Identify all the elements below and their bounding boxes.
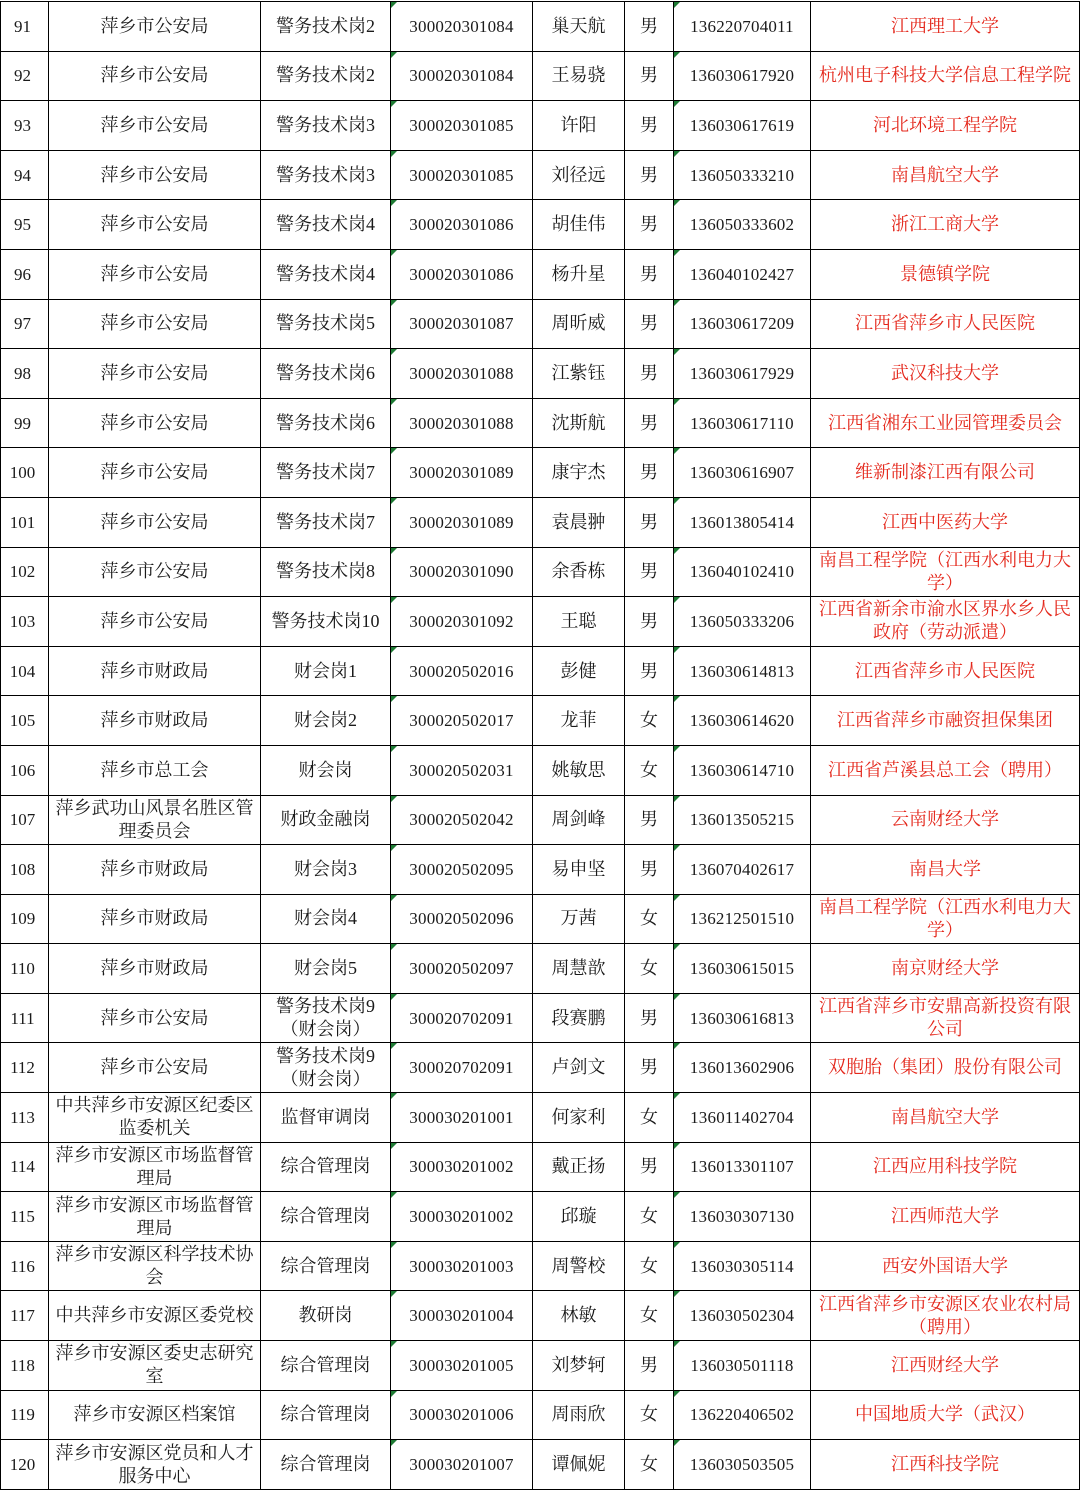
cell-name: 卢剑文	[533, 1043, 625, 1093]
cell-name: 周昕威	[533, 299, 625, 349]
cell-school: 双胞胎（集团）股份有限公司	[811, 1043, 1080, 1093]
cell-school: 西安外国语大学	[811, 1241, 1080, 1291]
cell-post-code: 300020301092	[391, 597, 533, 647]
cell-school: 江西省萍乡市人民医院	[811, 299, 1080, 349]
cell-seq: 113	[1, 1093, 49, 1143]
cell-unit: 萍乡武功山风景名胜区管理委员会	[49, 795, 261, 845]
cell-seq: 91	[1, 2, 49, 52]
cell-name: 余香栋	[533, 547, 625, 597]
cell-post: 财会岗1	[261, 646, 391, 696]
cell-gender: 男	[625, 51, 674, 101]
cell-name: 周慧歆	[533, 944, 625, 994]
table-row	[1, 349, 1080, 399]
cell-post-code: 300020502031	[391, 745, 533, 795]
cell-post-code: 300020502042	[391, 795, 533, 845]
cell-name: 周警校	[533, 1241, 625, 1291]
cell-school: 江西理工大学	[811, 2, 1080, 52]
cell-gender: 男	[625, 993, 674, 1043]
cell-exam-no: 136030307130	[674, 1192, 811, 1242]
cell-post: 警务技术岗9（财会岗）	[261, 993, 391, 1043]
cell-seq: 93	[1, 101, 49, 151]
cell-gender: 男	[625, 299, 674, 349]
cell-seq: 107	[1, 795, 49, 845]
cell-exam-no: 136011402704	[674, 1093, 811, 1143]
cell-seq: 116	[1, 1241, 49, 1291]
cell-post: 综合管理岗	[261, 1241, 391, 1291]
table-row	[1, 101, 1080, 151]
cell-name: 段赛鹏	[533, 993, 625, 1043]
cell-post: 警务技术岗8	[261, 547, 391, 597]
cell-name: 何家利	[533, 1093, 625, 1143]
cell-school: 江西省萍乡市安源区农业农村局（聘用）	[811, 1291, 1080, 1341]
cell-unit: 萍乡市公安局	[49, 349, 261, 399]
cell-gender: 男	[625, 795, 674, 845]
cell-unit: 萍乡市公安局	[49, 150, 261, 200]
cell-exam-no: 136220704011	[674, 2, 811, 52]
cell-unit: 萍乡市安源区党员和人才服务中心	[49, 1440, 261, 1490]
table-row	[1, 1142, 1080, 1192]
cell-exam-no: 136030305114	[674, 1241, 811, 1291]
cell-unit: 萍乡市公安局	[49, 249, 261, 299]
cell-gender: 男	[625, 150, 674, 200]
cell-post: 警务技术岗6	[261, 349, 391, 399]
cell-name: 许阳	[533, 101, 625, 151]
cell-gender: 男	[625, 200, 674, 250]
cell-gender: 男	[625, 497, 674, 547]
cell-post: 警务技术岗4	[261, 200, 391, 250]
cell-unit: 萍乡市公安局	[49, 200, 261, 250]
cell-post-code: 300030201004	[391, 1291, 533, 1341]
cell-unit: 萍乡市公安局	[49, 547, 261, 597]
cell-unit: 萍乡市公安局	[49, 101, 261, 151]
table-row	[1, 944, 1080, 994]
cell-post-code: 300020502016	[391, 646, 533, 696]
cell-unit: 萍乡市公安局	[49, 448, 261, 498]
cell-school: 江西财经大学	[811, 1341, 1080, 1391]
table-row	[1, 1390, 1080, 1440]
cell-post: 教研岗	[261, 1291, 391, 1341]
cell-school: 江西省萍乡市融资担保集团	[811, 696, 1080, 746]
cell-seq: 97	[1, 299, 49, 349]
cell-name: 龙菲	[533, 696, 625, 746]
cell-exam-no: 136030614813	[674, 646, 811, 696]
cell-exam-no: 136030616907	[674, 448, 811, 498]
cell-post-code: 300020301087	[391, 299, 533, 349]
cell-seq: 94	[1, 150, 49, 200]
cell-school: 江西省萍乡市安鼎高新投资有限公司	[811, 993, 1080, 1043]
cell-exam-no: 136030617619	[674, 101, 811, 151]
cell-post: 警务技术岗10	[261, 597, 391, 647]
cell-exam-no: 136030615015	[674, 944, 811, 994]
cell-exam-no: 136030617920	[674, 51, 811, 101]
cell-exam-no: 136030614710	[674, 745, 811, 795]
cell-school: 杭州电子科技大学信息工程学院	[811, 51, 1080, 101]
cell-gender: 女	[625, 1390, 674, 1440]
cell-seq: 111	[1, 993, 49, 1043]
table-row	[1, 1291, 1080, 1341]
cell-name: 王聪	[533, 597, 625, 647]
table-row	[1, 845, 1080, 895]
cell-exam-no: 136030616813	[674, 993, 811, 1043]
table-row	[1, 993, 1080, 1043]
table-row	[1, 646, 1080, 696]
cell-exam-no: 136070402617	[674, 845, 811, 895]
cell-post: 综合管理岗	[261, 1341, 391, 1391]
cell-gender: 男	[625, 845, 674, 895]
cell-seq: 118	[1, 1341, 49, 1391]
cell-gender: 男	[625, 398, 674, 448]
cell-gender: 男	[625, 1341, 674, 1391]
cell-post: 警务技术岗7	[261, 448, 391, 498]
cell-post-code: 300020502095	[391, 845, 533, 895]
cell-exam-no: 136030614620	[674, 696, 811, 746]
cell-post-code: 300020502096	[391, 894, 533, 944]
cell-unit: 萍乡市财政局	[49, 845, 261, 895]
table-row	[1, 2, 1080, 52]
cell-name: 谭佩妮	[533, 1440, 625, 1490]
table-row	[1, 497, 1080, 547]
cell-gender: 男	[625, 249, 674, 299]
cell-post: 财会岗2	[261, 696, 391, 746]
table-row	[1, 1241, 1080, 1291]
cell-school: 南昌工程学院（江西水利电力大学）	[811, 547, 1080, 597]
cell-gender: 女	[625, 696, 674, 746]
cell-post-code: 300030201002	[391, 1192, 533, 1242]
cell-name: 易申坚	[533, 845, 625, 895]
cell-unit: 萍乡市财政局	[49, 894, 261, 944]
cell-school: 江西中医药大学	[811, 497, 1080, 547]
cell-seq: 96	[1, 249, 49, 299]
cell-post-code: 300020502017	[391, 696, 533, 746]
cell-school: 维新制漆江西有限公司	[811, 448, 1080, 498]
table-row	[1, 795, 1080, 845]
cell-exam-no: 136013505215	[674, 795, 811, 845]
table-row	[1, 1093, 1080, 1143]
table-row	[1, 1341, 1080, 1391]
cell-gender: 男	[625, 597, 674, 647]
cell-seq: 112	[1, 1043, 49, 1093]
cell-exam-no: 136050333602	[674, 200, 811, 250]
cell-unit: 萍乡市公安局	[49, 2, 261, 52]
table-row	[1, 398, 1080, 448]
cell-post: 综合管理岗	[261, 1440, 391, 1490]
cell-name: 邱璇	[533, 1192, 625, 1242]
cell-unit: 萍乡市安源区市场监督管理局	[49, 1142, 261, 1192]
cell-post: 警务技术岗2	[261, 2, 391, 52]
cell-exam-no: 136030502304	[674, 1291, 811, 1341]
cell-post-code: 300020502097	[391, 944, 533, 994]
cell-name: 彭健	[533, 646, 625, 696]
cell-exam-no: 136040102427	[674, 249, 811, 299]
cell-post-code: 300020301085	[391, 101, 533, 151]
cell-gender: 女	[625, 1440, 674, 1490]
cell-school: 江西省芦溪县总工会（聘用）	[811, 745, 1080, 795]
cell-unit: 萍乡市安源区档案馆	[49, 1390, 261, 1440]
cell-post-code: 300020301089	[391, 448, 533, 498]
cell-post: 警务技术岗3	[261, 150, 391, 200]
cell-unit: 萍乡市公安局	[49, 398, 261, 448]
cell-unit: 萍乡市安源区市场监督管理局	[49, 1192, 261, 1242]
cell-school: 河北环境工程学院	[811, 101, 1080, 151]
cell-post: 警务技术岗9（财会岗）	[261, 1043, 391, 1093]
cell-exam-no: 136030617209	[674, 299, 811, 349]
candidate-table	[0, 1, 1080, 1490]
cell-name: 胡佳伟	[533, 200, 625, 250]
cell-post: 警务技术岗3	[261, 101, 391, 151]
cell-seq: 99	[1, 398, 49, 448]
cell-seq: 103	[1, 597, 49, 647]
cell-name: 沈斯航	[533, 398, 625, 448]
cell-post-code: 300030201001	[391, 1093, 533, 1143]
cell-school: 江西应用科技学院	[811, 1142, 1080, 1192]
cell-exam-no: 136050333206	[674, 597, 811, 647]
cell-school: 中国地质大学（武汉）	[811, 1390, 1080, 1440]
cell-seq: 109	[1, 894, 49, 944]
table-row	[1, 150, 1080, 200]
cell-unit: 萍乡市公安局	[49, 993, 261, 1043]
cell-post: 综合管理岗	[261, 1390, 391, 1440]
cell-post-code: 300030201007	[391, 1440, 533, 1490]
cell-name: 周剑峰	[533, 795, 625, 845]
cell-unit: 萍乡市公安局	[49, 299, 261, 349]
cell-seq: 106	[1, 745, 49, 795]
cell-gender: 男	[625, 101, 674, 151]
cell-post-code: 300030201003	[391, 1241, 533, 1291]
cell-exam-no: 136030503505	[674, 1440, 811, 1490]
cell-post: 综合管理岗	[261, 1142, 391, 1192]
cell-name: 王易骁	[533, 51, 625, 101]
cell-seq: 119	[1, 1390, 49, 1440]
cell-unit: 萍乡市安源区委史志研究室	[49, 1341, 261, 1391]
cell-school: 武汉科技大学	[811, 349, 1080, 399]
cell-unit: 中共萍乡市安源区纪委区监委机关	[49, 1093, 261, 1143]
cell-gender: 女	[625, 1093, 674, 1143]
cell-unit: 中共萍乡市安源区委党校	[49, 1291, 261, 1341]
cell-post: 警务技术岗6	[261, 398, 391, 448]
cell-exam-no: 136040102410	[674, 547, 811, 597]
cell-seq: 104	[1, 646, 49, 696]
cell-gender: 男	[625, 448, 674, 498]
cell-exam-no: 136013805414	[674, 497, 811, 547]
cell-post: 财会岗4	[261, 894, 391, 944]
cell-gender: 女	[625, 745, 674, 795]
cell-school: 南昌航空大学	[811, 150, 1080, 200]
cell-gender: 男	[625, 547, 674, 597]
cell-seq: 110	[1, 944, 49, 994]
cell-post: 财会岗	[261, 745, 391, 795]
table-row	[1, 249, 1080, 299]
cell-gender: 女	[625, 1241, 674, 1291]
cell-school: 云南财经大学	[811, 795, 1080, 845]
cell-name: 江紫钰	[533, 349, 625, 399]
cell-post-code: 300020301086	[391, 249, 533, 299]
cell-school: 江西师范大学	[811, 1192, 1080, 1242]
cell-name: 杨升星	[533, 249, 625, 299]
cell-post-code: 300020301084	[391, 2, 533, 52]
cell-post-code: 300030201005	[391, 1341, 533, 1391]
cell-name: 康宇杰	[533, 448, 625, 498]
cell-post: 监督审调岗	[261, 1093, 391, 1143]
cell-unit: 萍乡市公安局	[49, 597, 261, 647]
cell-unit: 萍乡市公安局	[49, 1043, 261, 1093]
cell-gender: 男	[625, 646, 674, 696]
cell-seq: 108	[1, 845, 49, 895]
cell-school: 江西省湘东工业园管理委员会	[811, 398, 1080, 448]
cell-unit: 萍乡市安源区科学技术协会	[49, 1241, 261, 1291]
cell-school: 南昌工程学院（江西水利电力大学）	[811, 894, 1080, 944]
cell-school: 浙江工商大学	[811, 200, 1080, 250]
cell-post-code: 300020301085	[391, 150, 533, 200]
cell-post: 警务技术岗5	[261, 299, 391, 349]
cell-gender: 男	[625, 2, 674, 52]
cell-name: 周雨欣	[533, 1390, 625, 1440]
table-row	[1, 1192, 1080, 1242]
cell-seq: 102	[1, 547, 49, 597]
cell-post-code: 300020301089	[391, 497, 533, 547]
cell-unit: 萍乡市公安局	[49, 497, 261, 547]
cell-post-code: 300030201002	[391, 1142, 533, 1192]
cell-exam-no: 136030501118	[674, 1341, 811, 1391]
table-row	[1, 745, 1080, 795]
cell-name: 戴正扬	[533, 1142, 625, 1192]
cell-exam-no: 136220406502	[674, 1390, 811, 1440]
cell-post-code: 300020301088	[391, 398, 533, 448]
cell-school: 南昌大学	[811, 845, 1080, 895]
table-row	[1, 299, 1080, 349]
cell-name: 刘径远	[533, 150, 625, 200]
cell-post: 财会岗3	[261, 845, 391, 895]
cell-seq: 92	[1, 51, 49, 101]
cell-post: 财会岗5	[261, 944, 391, 994]
cell-seq: 114	[1, 1142, 49, 1192]
cell-unit: 萍乡市公安局	[49, 51, 261, 101]
cell-post-code: 300020301086	[391, 200, 533, 250]
table-row	[1, 547, 1080, 597]
table-row	[1, 200, 1080, 250]
cell-post: 警务技术岗2	[261, 51, 391, 101]
table-row	[1, 894, 1080, 944]
cell-school: 南昌航空大学	[811, 1093, 1080, 1143]
cell-seq: 101	[1, 497, 49, 547]
cell-post-code: 300020702091	[391, 993, 533, 1043]
cell-school: 景德镇学院	[811, 249, 1080, 299]
table-row	[1, 1043, 1080, 1093]
cell-name: 姚敏思	[533, 745, 625, 795]
cell-school: 南京财经大学	[811, 944, 1080, 994]
cell-gender: 女	[625, 944, 674, 994]
cell-post-code: 300020702091	[391, 1043, 533, 1093]
cell-school: 江西科技学院	[811, 1440, 1080, 1490]
table-row	[1, 448, 1080, 498]
cell-post: 综合管理岗	[261, 1192, 391, 1242]
cell-gender: 女	[625, 894, 674, 944]
cell-seq: 95	[1, 200, 49, 250]
cell-seq: 115	[1, 1192, 49, 1242]
table-row	[1, 1440, 1080, 1490]
cell-exam-no: 136030617110	[674, 398, 811, 448]
cell-seq: 117	[1, 1291, 49, 1341]
cell-unit: 萍乡市财政局	[49, 696, 261, 746]
cell-exam-no: 136013602906	[674, 1043, 811, 1093]
cell-post-code: 300020301090	[391, 547, 533, 597]
cell-name: 林敏	[533, 1291, 625, 1341]
table-row	[1, 51, 1080, 101]
cell-exam-no: 136030617929	[674, 349, 811, 399]
cell-seq: 120	[1, 1440, 49, 1490]
cell-post-code: 300020301088	[391, 349, 533, 399]
cell-name: 袁晨翀	[533, 497, 625, 547]
cell-seq: 105	[1, 696, 49, 746]
cell-name: 万茜	[533, 894, 625, 944]
cell-post: 警务技术岗4	[261, 249, 391, 299]
cell-gender: 女	[625, 1291, 674, 1341]
cell-gender: 女	[625, 1192, 674, 1242]
cell-name: 巢天航	[533, 2, 625, 52]
table-row	[1, 696, 1080, 746]
cell-post-code: 300020301084	[391, 51, 533, 101]
cell-school: 江西省新余市渝水区界水乡人民政府（劳动派遣）	[811, 597, 1080, 647]
table-row	[1, 597, 1080, 647]
cell-post: 财政金融岗	[261, 795, 391, 845]
cell-seq: 98	[1, 349, 49, 399]
cell-post-code: 300030201006	[391, 1390, 533, 1440]
cell-school: 江西省萍乡市人民医院	[811, 646, 1080, 696]
cell-gender: 男	[625, 1142, 674, 1192]
cell-gender: 男	[625, 1043, 674, 1093]
cell-unit: 萍乡市财政局	[49, 646, 261, 696]
cell-exam-no: 136212501510	[674, 894, 811, 944]
cell-exam-no: 136050333210	[674, 150, 811, 200]
cell-seq: 100	[1, 448, 49, 498]
cell-post: 警务技术岗7	[261, 497, 391, 547]
cell-exam-no: 136013301107	[674, 1142, 811, 1192]
cell-name: 刘梦轲	[533, 1341, 625, 1391]
cell-unit: 萍乡市总工会	[49, 745, 261, 795]
cell-unit: 萍乡市财政局	[49, 944, 261, 994]
cell-gender: 男	[625, 349, 674, 399]
